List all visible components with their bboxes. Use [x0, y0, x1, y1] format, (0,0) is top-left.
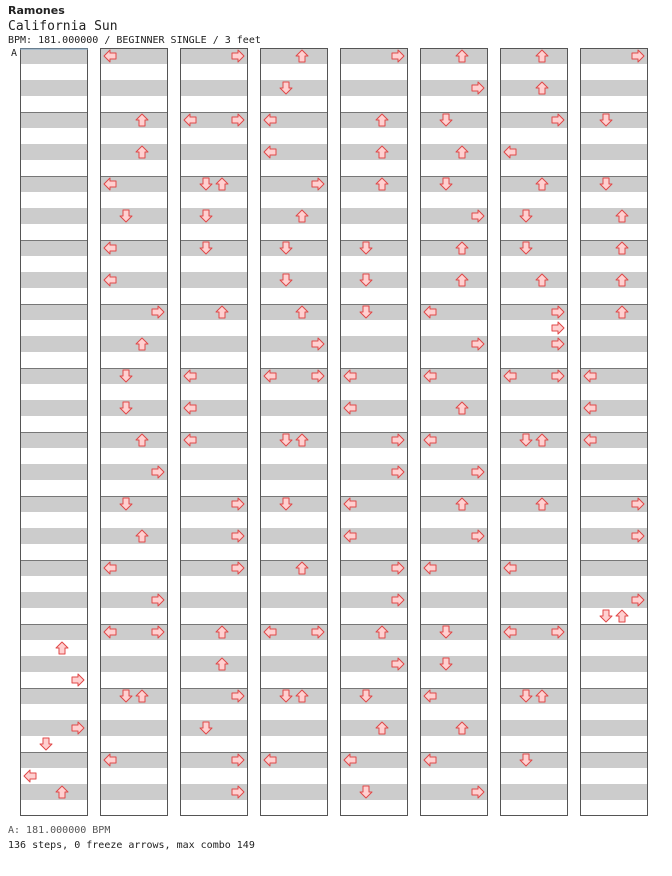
- chart-column: [340, 48, 408, 816]
- chart-column: [260, 48, 328, 816]
- chart-column: [20, 48, 88, 816]
- chart-meta: BPM: 181.000000 / BEGINNER SINGLE / 3 feet: [8, 35, 261, 46]
- song-title: California Sun: [8, 19, 118, 34]
- artist-name: Ramones: [8, 4, 65, 17]
- bpm-legend: A: 181.000000 BPM: [8, 825, 111, 836]
- chart-column: [500, 48, 568, 816]
- chart-column: [580, 48, 648, 816]
- step-stats: 136 steps, 0 freeze arrows, max combo 149: [8, 840, 255, 851]
- chart-column: [100, 48, 168, 816]
- bpm-marker-label: A: [11, 48, 18, 59]
